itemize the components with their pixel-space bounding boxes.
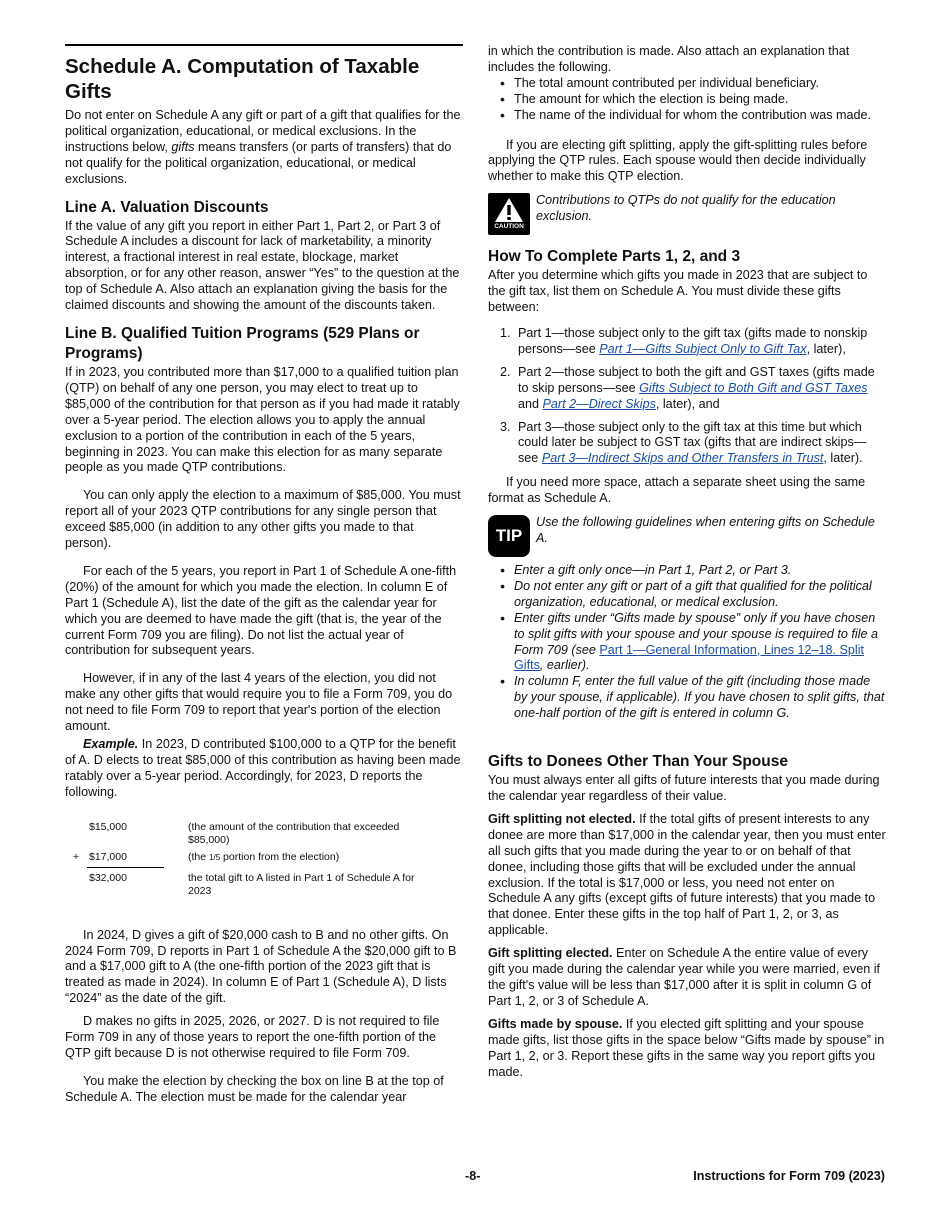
sign: + [72, 850, 80, 863]
text: If the total gifts of present interests to any donee are more than $17,000 in the calendar year, then you must enter all such gifts that you made during the year to or on behalf of that donee, including those gifts that will be excluded under the annual exclusion. If the total is $17,000 or less, you need not enter on Schedule A any gifts (except gifts of future interests) that you made to that donee. Enter these gifts in the top half of Part 1, 2, or 3, as applicable. [488, 811, 886, 938]
line-a-heading: Line A. Valuation Discounts [65, 198, 269, 216]
text: , later), [806, 341, 846, 356]
description: the total gift to A listed in Part 1 of Schedule A for 2023 [188, 871, 415, 897]
term-gifts: gifts [171, 139, 195, 154]
text: Part 1—those subject only to the gift tax (gifts made to nonskip persons—see [518, 325, 868, 356]
number: 3. [500, 419, 511, 434]
paragraph: D makes no gifts in 2025, 2026, or 2027. D is not required to file Form 709 in any of those years to report the one-fifth portion of the QTP gift because D is not otherwise required to file Form 709. [65, 1014, 440, 1060]
tip-text: Use the following guidelines when entering gifts on Schedule A. [536, 515, 875, 545]
link-part3[interactable]: Part 3—Indirect Skips and Other Transfers in Trust [541, 451, 824, 466]
text: (the [188, 850, 210, 863]
text: Part 3—those subject only to the gift tax at this time but which could later be subject to GST tax (gifts that are indirect skips—see [518, 419, 867, 466]
amount: $15,000 [89, 820, 127, 833]
explanation-list [488, 76, 886, 124]
how-to-heading: How To Complete Parts 1, 2, and 3 [488, 248, 741, 266]
tip-label: TIP [495, 526, 523, 546]
link-part2[interactable]: Part 2—Direct Skips [542, 396, 656, 411]
example-table [65, 821, 463, 898]
caution-note [488, 193, 886, 235]
sign [65, 872, 87, 898]
warning-triangle-icon [494, 197, 524, 223]
caution-label: CAUTION [494, 223, 524, 231]
text: , later), and [655, 396, 720, 411]
number: 2. [500, 364, 511, 379]
table-row [65, 851, 463, 868]
text: Enter gifts under “Gifts made by spouse” only if you have chosen to split gifts with your spouse and your spouse is required to file a Form 709 (see [514, 610, 879, 657]
list-item: • Do not enter any gift or part of a gift that qualified for the political organization, educational, or medical exclusion. [488, 579, 886, 611]
list-item [488, 365, 886, 413]
description [188, 851, 428, 868]
text: , later). [823, 451, 863, 466]
paragraph: If you are electing gift splitting, apply the gift-splitting rules before applying the QTP rules. Each spouse would then decide individually whether to make this QTP election. [488, 137, 868, 184]
paragraph: If you need more space, attach a separate sheet using the same format as Schedule A. [488, 475, 866, 506]
list-item [488, 326, 886, 358]
right-column [488, 44, 886, 1087]
line-b-paragraph: You can only apply the election to a maximum of $85,000. You must report all of your 2023 QTP contributions for any single person that exceed $85,000 (in addition to any other gifts you made to that person). [65, 488, 461, 551]
top-rule [65, 44, 463, 46]
line-a-text: If the value of any gift you report in either Part 1, Part 2, or Part 3 of Schedule A includes a discount for lack of marketability, a minority interest, a fractional interest in real estate, blockage, market absorption, or for any other reason, answer “Yes” to the question at the top of Schedule A. Also attach an explanation giving the basis for the claimed discounts and showing the amount of the discounts taken. [65, 218, 460, 313]
tip-icon [488, 515, 530, 557]
description: (the amount of the contribution that exceeded $85,000) [188, 820, 400, 846]
text: Part 2—those subject to both the gift and GST taxes (gifts made to skip persons—see [518, 364, 875, 395]
list-item: • The amount for which the election is being made. [488, 92, 886, 108]
text: If you elected gift splitting and your spouse made gifts, list those gifts in the space below “Gifts made by spouse” in Part 1, 2, or 3. Report these gifts in the same way you report gifts you made. [488, 1016, 885, 1079]
paragraph: You must always enter all gifts of future interests that you made during the calendar year regardless of their value. [488, 773, 880, 803]
text: In 2023, D contributed $100,000 to a QTP for the benefit of A. D elects to treat $85,000 of this contribution as having been made ratably over a 5-year period. Accordingly, for 2023, D reports the following. [65, 737, 461, 799]
list-item [488, 611, 886, 675]
caution-icon [488, 193, 530, 235]
text: and [518, 396, 543, 411]
list-item: • The name of the individual for whom the contribution was made. [488, 108, 886, 124]
tip-list [488, 563, 886, 722]
paragraph [488, 1017, 886, 1081]
paragraph [488, 812, 886, 939]
paragraph [488, 946, 886, 1010]
left-column [65, 44, 463, 1113]
table-row [65, 872, 463, 898]
caution-text: Contributions to QTPs do not qualify for the education exclusion. [536, 193, 836, 224]
intro-paragraph [65, 108, 463, 188]
line-b-paragraph: However, if in any of the last 4 years of the election, you did not make any other gifts that would require you to file a Form 709, you do not need to file Form 709 to report that year's portion of the election amount. [65, 671, 453, 734]
sign [65, 821, 87, 847]
run-in-heading: Gift splitting elected. [488, 946, 613, 961]
page-title: Schedule A. Computation of Taxable Gifts [65, 55, 420, 103]
page-number: -8- [465, 1169, 481, 1183]
paragraph: After you determine which gifts you made in 2023 that are subject to the gift tax, list them on Schedule A. You must divide these gifts between: [488, 268, 868, 315]
amount: $17,000 [87, 851, 164, 868]
text: portion from the election) [220, 850, 340, 863]
list-item [488, 420, 886, 468]
text: , earlier). [539, 658, 590, 673]
link-split-gifts[interactable]: Part 1—General Information, Lines 12–18. Split Gifts [514, 642, 865, 673]
text: Enter on Schedule A the entire value of every gift you made during the calendar year while you were married, even if the gift's value will be less than $17,000 after it is split in column G of Part 1, 2, or 3 of Schedule A. [488, 946, 881, 1008]
run-in-heading: Gift splitting not elected. [488, 811, 636, 826]
line-b-heading: Line B. Qualified Tuition Programs (529 Plans or Programs) [65, 324, 420, 362]
paragraph: In 2024, D gives a gift of $20,000 cash to B and no other gifts. On 2024 Form 709, D reports in Part 1 of Schedule A the $20,000 gift to B and a $17,000 gift to A (the one-fifth portion of the 2023 gift that is treated as made in 2024). In column E of Part 1 (Schedule A), D lists “2024” as the date of the gift. [65, 927, 457, 1006]
line-b-paragraph: For each of the 5 years, you report in Part 1 of Schedule A one-fifth (20%) of the amount for which you made the election. In column E of Part 1 (Schedule A), list the date of the gift as the calendar year for which you are deemed to have made the gift (that is, the year of the current Form 709 you are filing). Do not list the actual year of contribution for subsequent years. [65, 563, 457, 658]
number: 1. [500, 325, 511, 340]
list-item: • The total amount contributed per individual beneficiary. [488, 76, 886, 92]
fraction: 1/5 [209, 852, 221, 862]
tip-note [488, 515, 886, 557]
list-item: • In column F, enter the full value of the gift (including those made by your spouse, if applicable). If you have chosen to split gifts, that one-half portion of the gift is entered in column G. [488, 674, 886, 722]
text: Do not enter on Schedule A any gift or part of a gift that qualifies for the political organization, educational, or medical exclusions. In the instructions below, [65, 108, 461, 154]
document-title: Instructions for Form 709 (2023) [693, 1169, 885, 1183]
link-gift-gst[interactable]: Gifts Subject to Both Gift and GST Taxes [639, 380, 868, 395]
example-label: Example. [83, 737, 139, 751]
parts-list [488, 326, 886, 467]
line-b-paragraph: If in 2023, you contributed more than $17,000 to a qualified tuition plan (QTP) on behalf of any one person, you may elect to treat up to $85,000 of the contribution for that person as if you had made it ratably over a 5-year period. The election allows you to apply the annual exclusion to a portion of the contribution in each of the 5 years, beginning in 2023. You can make this election for as many separate people as you made QTP contributions. [65, 364, 460, 475]
amount: $32,000 [89, 871, 127, 884]
run-in-heading: Gifts made by spouse. [488, 1016, 623, 1031]
list-item: • Enter a gift only once—in Part 1, Part 2, or Part 3. [488, 563, 886, 579]
paragraph: You make the election by checking the box on line B at the top of Schedule A. The election must be made for the calendar year [65, 1073, 444, 1104]
link-part1[interactable]: Part 1—Gifts Subject Only to Gift Tax [599, 341, 807, 356]
text: means transfers (or parts of transfers) that do not qualify for the political organization, educational, or medical exclusions. [65, 139, 452, 186]
paragraph: in which the contribution is made. Also attach an explanation that includes the following. [488, 44, 850, 74]
donees-heading: Gifts to Donees Other Than Your Spouse [488, 753, 788, 771]
example-paragraph [65, 737, 463, 801]
table-row [65, 821, 463, 847]
